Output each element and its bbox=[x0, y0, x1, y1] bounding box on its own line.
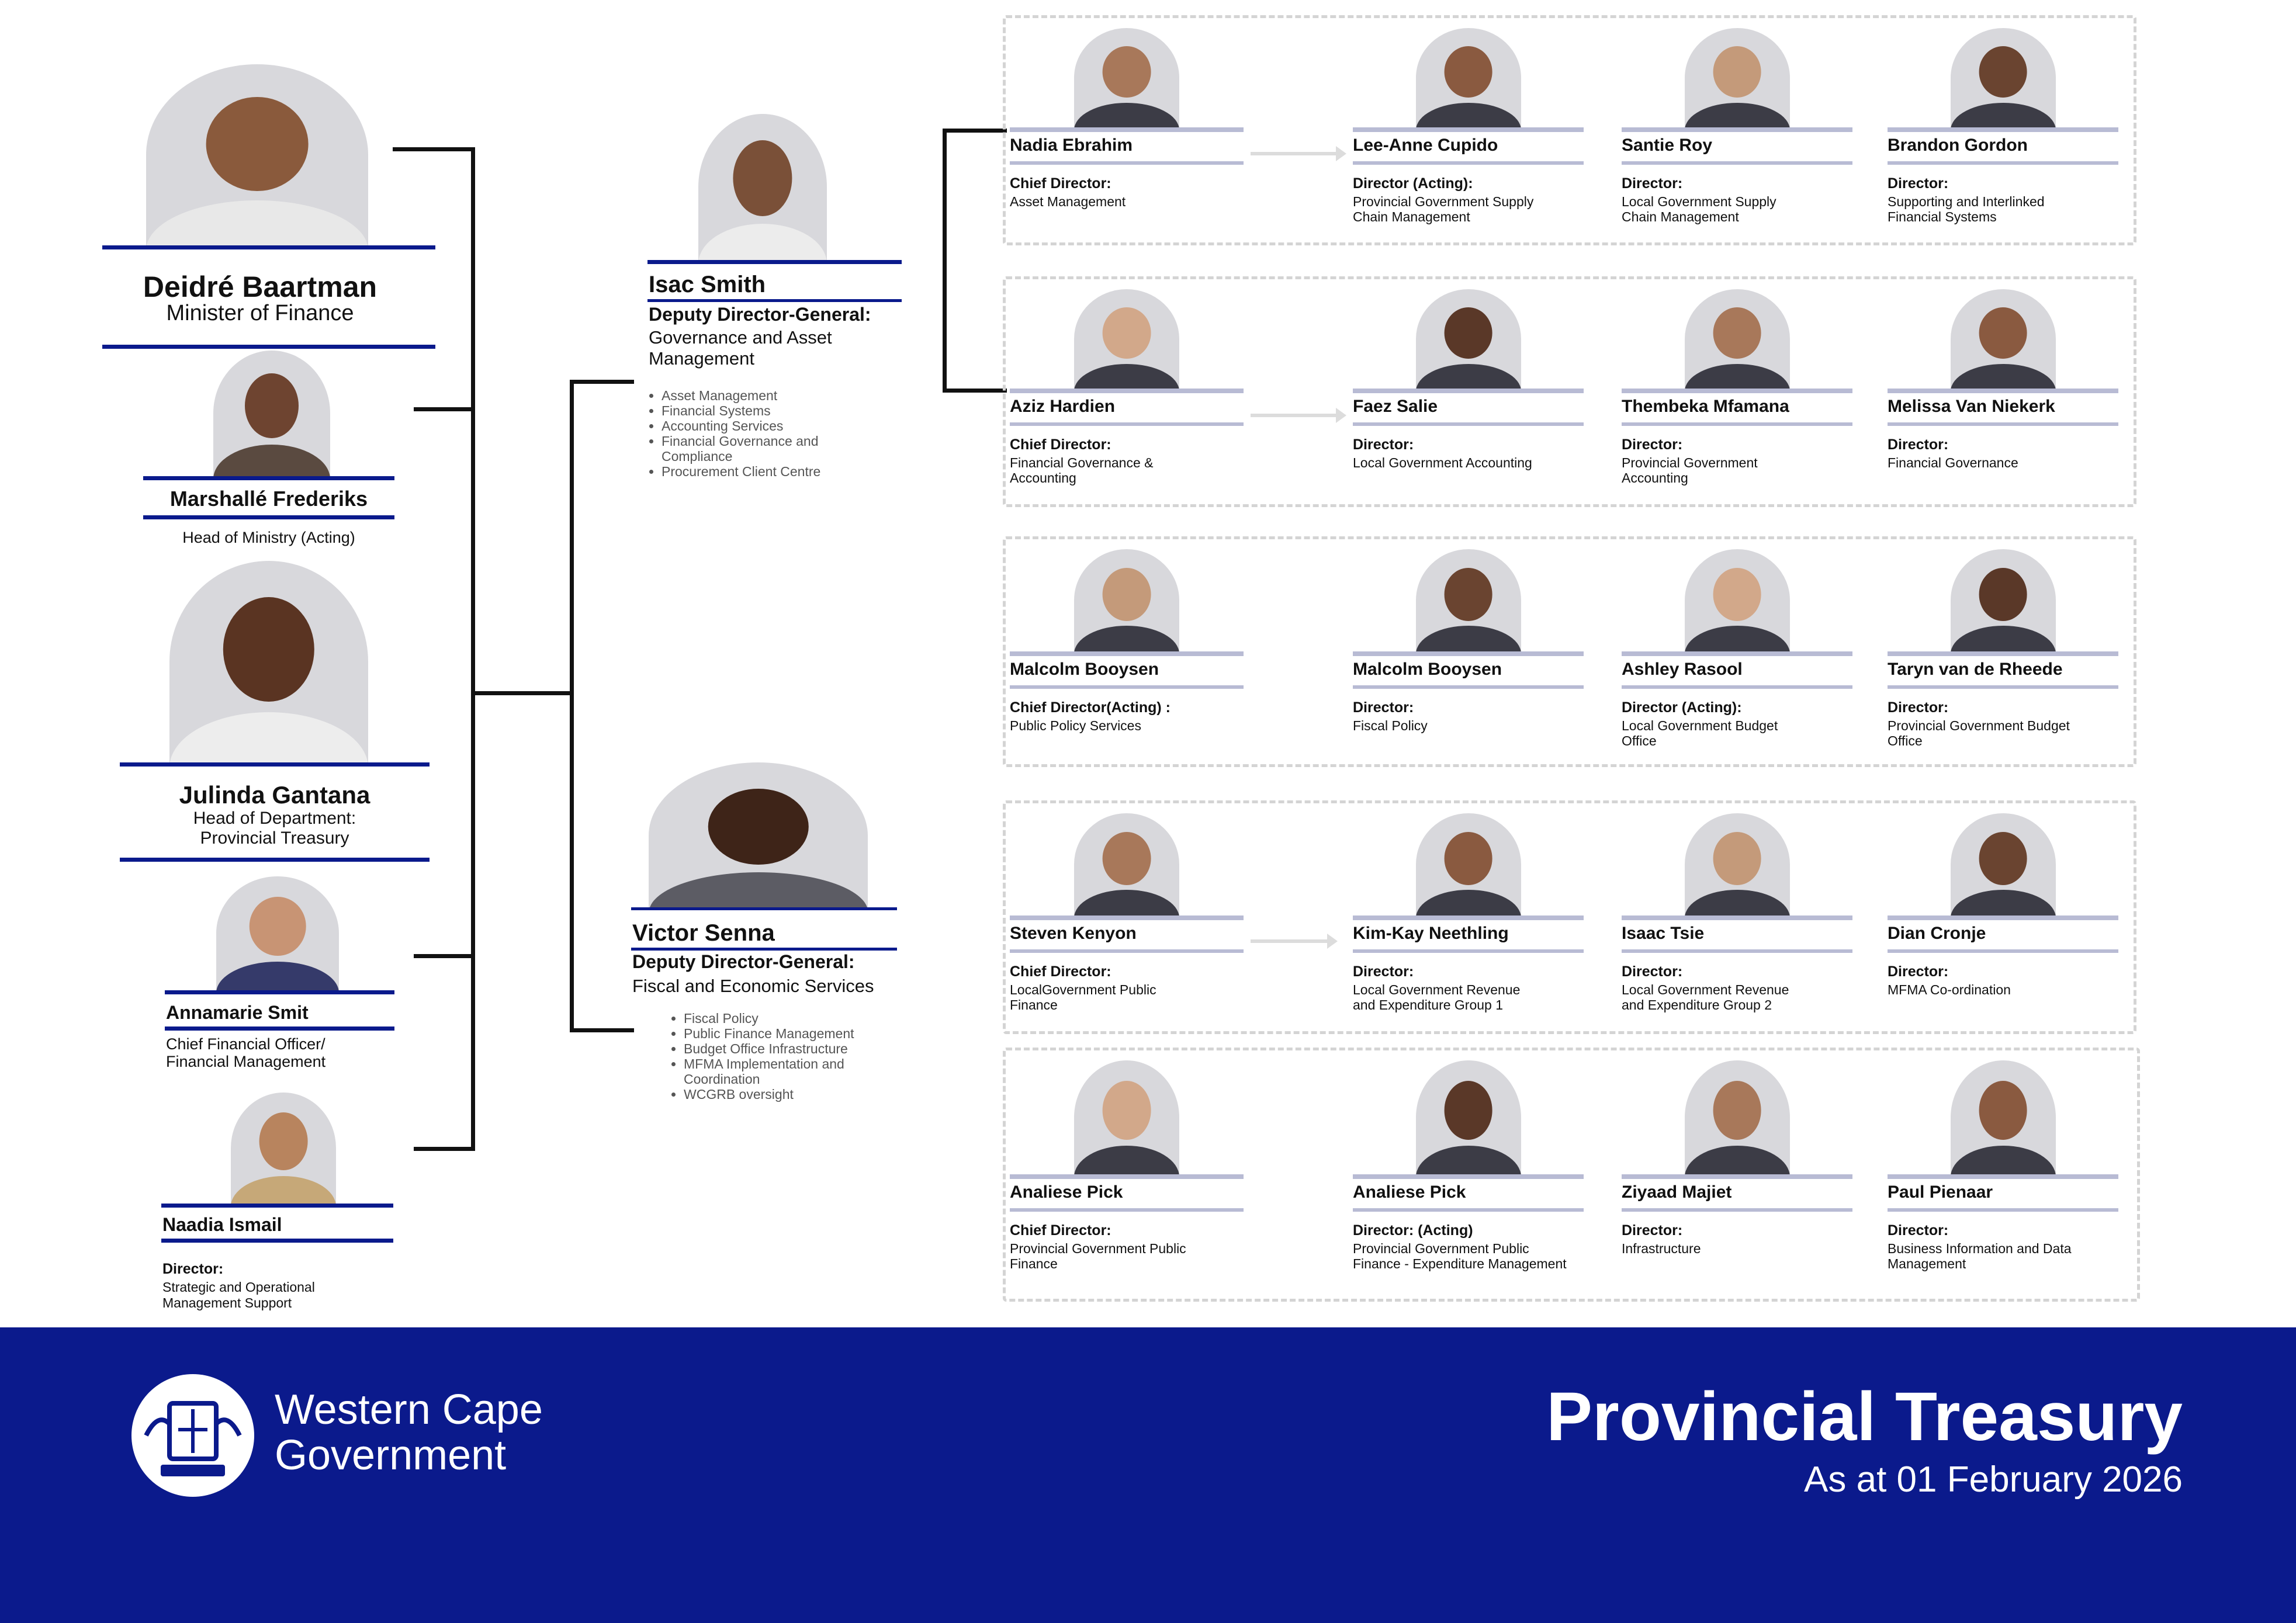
staff-photo bbox=[1416, 28, 1521, 127]
connector bbox=[570, 380, 634, 384]
connector bbox=[943, 389, 1007, 393]
ddg2-bullets bbox=[666, 1011, 917, 1102]
divider bbox=[1010, 422, 1244, 426]
head-of-ministry-name: Marshallé Frederiks bbox=[169, 487, 368, 511]
ddg2-photo bbox=[649, 762, 868, 908]
staff-name: Taryn van de Rheede bbox=[1888, 660, 2063, 679]
staff-photo bbox=[1416, 813, 1521, 915]
staff-name: Paul Pienaar bbox=[1888, 1182, 1993, 1202]
staff-description: LocalGovernment Public bbox=[1010, 982, 1156, 997]
staff-role: Director: (Acting) bbox=[1353, 1222, 1473, 1239]
arrow-right-icon bbox=[1251, 414, 1338, 417]
hod-title-line2: Provincial Treasury bbox=[200, 828, 349, 848]
divider bbox=[1010, 389, 1244, 393]
staff-photo bbox=[1951, 1060, 2056, 1174]
staff-description: Infrastructure bbox=[1622, 1241, 1701, 1256]
divider bbox=[647, 260, 902, 264]
connector bbox=[943, 129, 947, 393]
staff-photo bbox=[1951, 813, 2056, 915]
divider bbox=[1010, 915, 1244, 920]
org-name-line1: Western Cape bbox=[275, 1386, 543, 1433]
staff-description: Local Government Revenue bbox=[1353, 982, 1521, 997]
staff-description: and Expenditure Group 1 bbox=[1353, 997, 1504, 1012]
list-item: • Budget Office Infrastructure bbox=[684, 1041, 917, 1056]
divider bbox=[631, 907, 897, 910]
hod-name: Julinda Gantana bbox=[179, 781, 370, 809]
divider bbox=[1010, 685, 1244, 689]
staff-description: Provincial Government Budget bbox=[1888, 718, 2070, 733]
divider bbox=[1010, 1174, 1244, 1179]
staff-role: Director: bbox=[1888, 699, 1949, 716]
staff-photo bbox=[1074, 28, 1179, 127]
staff-description: Provincial Government Public bbox=[1010, 1241, 1186, 1256]
divider bbox=[1622, 651, 1852, 656]
staff-photo bbox=[1951, 289, 2056, 389]
staff-role: Chief Director: bbox=[1010, 963, 1111, 980]
staff-name: Ashley Rasool bbox=[1622, 660, 1743, 679]
staff-name: Ziyaad Majiet bbox=[1622, 1182, 1732, 1202]
staff-role: Chief Director: bbox=[1010, 1222, 1111, 1239]
staff-name: Analiese Pick bbox=[1353, 1182, 1466, 1202]
staff-name: Lee-Anne Cupido bbox=[1353, 136, 1498, 155]
staff-name: Dian Cronje bbox=[1888, 924, 1986, 943]
director-support-photo bbox=[231, 1093, 336, 1204]
cfo-title-line1: Chief Financial Officer/ bbox=[166, 1035, 325, 1053]
divider bbox=[1353, 127, 1584, 132]
list-item: • Procurement Client Centre bbox=[662, 464, 872, 479]
staff-name: Malcolm Booysen bbox=[1010, 660, 1159, 679]
staff-photo bbox=[1685, 549, 1790, 651]
ddg1-desc-line1: Governance and Asset bbox=[649, 327, 832, 348]
staff-description: Finance - Expenditure Management bbox=[1353, 1256, 1567, 1271]
staff-role: Director: bbox=[1888, 436, 1949, 453]
divider bbox=[1888, 915, 2118, 920]
divider bbox=[1353, 1208, 1584, 1212]
staff-photo bbox=[1685, 1060, 1790, 1174]
divider bbox=[1353, 161, 1584, 165]
list-item: • Public Finance Management bbox=[684, 1026, 917, 1041]
divider bbox=[1010, 1208, 1244, 1212]
staff-name: Kim-Kay Neethling bbox=[1353, 924, 1509, 943]
arrow-right-icon bbox=[1251, 939, 1329, 943]
staff-role: Chief Director: bbox=[1010, 175, 1111, 192]
list-item: • Financial Systems bbox=[662, 403, 872, 418]
connector bbox=[414, 407, 475, 411]
director-support-desc-line2: Management Support bbox=[162, 1295, 292, 1310]
divider bbox=[1622, 1208, 1852, 1212]
staff-description: Business Information and Data bbox=[1888, 1241, 2072, 1256]
connector bbox=[570, 380, 574, 1032]
divider bbox=[1353, 422, 1584, 426]
staff-name: Nadia Ebrahim bbox=[1010, 136, 1133, 155]
divider bbox=[1622, 949, 1852, 953]
list-item: • MFMA Implementation and Coordination bbox=[684, 1056, 917, 1087]
connector bbox=[943, 129, 1007, 133]
staff-name: Malcolm Booysen bbox=[1353, 660, 1502, 679]
staff-description: Accounting bbox=[1622, 470, 1688, 485]
director-support-role: Director: bbox=[162, 1261, 224, 1277]
ddg2-role: Deputy Director-General: bbox=[632, 951, 855, 972]
head-of-ministry-photo bbox=[213, 351, 330, 476]
staff-role: Director: bbox=[1888, 963, 1949, 980]
staff-description: Office bbox=[1622, 733, 1657, 748]
divider bbox=[1622, 1174, 1852, 1179]
staff-name: Steven Kenyon bbox=[1010, 924, 1137, 943]
staff-name: Melissa Van Niekerk bbox=[1888, 397, 2055, 416]
divider bbox=[120, 762, 430, 767]
staff-photo bbox=[1951, 549, 2056, 651]
staff-photo bbox=[1074, 549, 1179, 651]
divider bbox=[1622, 389, 1852, 393]
divider bbox=[1622, 422, 1852, 426]
staff-description: Fiscal Policy bbox=[1353, 718, 1428, 733]
staff-description: Financial Systems bbox=[1888, 209, 1997, 224]
staff-photo bbox=[1685, 28, 1790, 127]
divider bbox=[165, 1026, 394, 1031]
coat-of-arms-icon bbox=[129, 1371, 257, 1500]
page-title: Provincial Treasury bbox=[1546, 1378, 2183, 1455]
staff-description: Chain Management bbox=[1622, 209, 1739, 224]
staff-description: Management bbox=[1888, 1256, 1966, 1271]
staff-description: Local Government Budget bbox=[1622, 718, 1778, 733]
minister-photo bbox=[146, 64, 368, 245]
staff-role: Chief Director(Acting) : bbox=[1010, 699, 1170, 716]
divider bbox=[1888, 161, 2118, 165]
divider bbox=[647, 299, 902, 302]
staff-photo bbox=[1074, 289, 1179, 389]
divider bbox=[1353, 949, 1584, 953]
list-item: • Financial Governance and Compliance bbox=[662, 434, 872, 464]
divider bbox=[102, 345, 435, 349]
divider bbox=[165, 990, 394, 994]
staff-description: Finance bbox=[1010, 1256, 1058, 1271]
staff-name: Faez Salie bbox=[1353, 397, 1438, 416]
staff-description: Financial Governance & bbox=[1010, 455, 1154, 470]
divider bbox=[1888, 949, 2118, 953]
staff-role: Director: bbox=[1622, 963, 1683, 980]
director-support-desc-line1: Strategic and Operational bbox=[162, 1279, 315, 1295]
staff-description: Provincial Government Public bbox=[1353, 1241, 1529, 1256]
divider bbox=[1888, 1174, 2118, 1179]
staff-role: Director: bbox=[1622, 175, 1683, 192]
connector bbox=[414, 1147, 475, 1151]
staff-description: Local Government Revenue bbox=[1622, 982, 1789, 997]
divider bbox=[1353, 915, 1584, 920]
list-item: • Asset Management bbox=[662, 388, 872, 403]
staff-photo bbox=[1685, 813, 1790, 915]
head-of-ministry-title: Head of Ministry (Acting) bbox=[182, 529, 355, 546]
staff-description: Provincial Government bbox=[1622, 455, 1758, 470]
ddg2-name: Victor Senna bbox=[632, 920, 775, 946]
staff-name: Isaac Tsie bbox=[1622, 924, 1705, 943]
ddg1-role: Deputy Director-General: bbox=[649, 304, 871, 325]
divider bbox=[120, 858, 430, 862]
minister-title: Minister of Finance bbox=[166, 301, 354, 325]
divider bbox=[1622, 915, 1852, 920]
list-item: • Fiscal Policy bbox=[684, 1011, 917, 1026]
staff-photo bbox=[1416, 289, 1521, 389]
staff-photo bbox=[1074, 1060, 1179, 1174]
divider bbox=[1010, 127, 1244, 132]
divider bbox=[161, 1239, 393, 1243]
staff-role: Director: bbox=[1622, 1222, 1683, 1239]
staff-description: Accounting bbox=[1010, 470, 1076, 485]
staff-role: Director: bbox=[1353, 699, 1414, 716]
staff-name: Analiese Pick bbox=[1010, 1182, 1123, 1202]
staff-description: and Expenditure Group 2 bbox=[1622, 997, 1772, 1012]
staff-role: Director: bbox=[1888, 1222, 1949, 1239]
divider bbox=[1010, 949, 1244, 953]
divider bbox=[1353, 1174, 1584, 1179]
divider bbox=[1888, 651, 2118, 656]
staff-photo bbox=[1685, 289, 1790, 389]
connector bbox=[471, 147, 475, 1151]
director-support-name: Naadia Ismail bbox=[162, 1214, 282, 1235]
connector bbox=[471, 691, 573, 695]
staff-role: Director: bbox=[1353, 436, 1414, 453]
ddg1-bullets bbox=[644, 388, 872, 479]
footer-banner bbox=[0, 1327, 2296, 1623]
hod-photo bbox=[169, 561, 368, 762]
divider bbox=[1888, 1208, 2118, 1212]
staff-description: Finance bbox=[1010, 997, 1058, 1012]
divider bbox=[1353, 651, 1584, 656]
staff-description: Public Policy Services bbox=[1010, 718, 1141, 733]
cfo-title-line2: Financial Management bbox=[166, 1053, 326, 1070]
ddg1-name: Isac Smith bbox=[649, 272, 766, 297]
ddg1-desc-line2: Management bbox=[649, 348, 754, 369]
divider bbox=[1622, 161, 1852, 165]
staff-name: Thembeka Mfamana bbox=[1622, 397, 1789, 416]
cfo-name: Annamarie Smit bbox=[166, 1002, 309, 1023]
staff-role: Director: bbox=[1622, 436, 1683, 453]
staff-description: Local Government Supply bbox=[1622, 194, 1776, 209]
staff-description: Asset Management bbox=[1010, 194, 1126, 209]
staff-role: Director (Acting): bbox=[1353, 175, 1473, 192]
arrow-right-icon bbox=[1251, 152, 1338, 155]
divider bbox=[102, 245, 435, 249]
divider bbox=[1888, 422, 2118, 426]
staff-name: Brandon Gordon bbox=[1888, 136, 2028, 155]
divider bbox=[1622, 685, 1852, 689]
ddg1-photo bbox=[698, 114, 827, 260]
staff-description: Supporting and Interlinked bbox=[1888, 194, 2045, 209]
staff-role: Director (Acting): bbox=[1622, 699, 1742, 716]
staff-name: Santie Roy bbox=[1622, 136, 1713, 155]
connector bbox=[570, 1028, 634, 1032]
list-item: • WCGRB oversight bbox=[684, 1087, 917, 1102]
staff-photo bbox=[1416, 1060, 1521, 1174]
connector bbox=[393, 147, 475, 151]
staff-photo bbox=[1416, 549, 1521, 651]
staff-description: Local Government Accounting bbox=[1353, 455, 1532, 470]
cfo-photo bbox=[216, 876, 339, 990]
divider bbox=[143, 515, 394, 519]
staff-role: Director: bbox=[1353, 963, 1414, 980]
divider bbox=[1888, 127, 2118, 132]
list-item: • Accounting Services bbox=[662, 418, 872, 434]
divider bbox=[631, 948, 897, 951]
staff-name: Aziz Hardien bbox=[1010, 397, 1116, 416]
divider bbox=[143, 476, 394, 480]
divider bbox=[1353, 685, 1584, 689]
staff-description: Office bbox=[1888, 733, 1923, 748]
divider bbox=[1888, 389, 2118, 393]
divider bbox=[1353, 389, 1584, 393]
staff-description: MFMA Co-ordination bbox=[1888, 982, 2011, 997]
org-name-line2: Government bbox=[275, 1432, 507, 1479]
staff-description: Chain Management bbox=[1353, 209, 1470, 224]
hod-title-line1: Head of Department: bbox=[193, 809, 356, 828]
connector bbox=[414, 954, 475, 958]
divider bbox=[161, 1204, 393, 1208]
staff-description: Financial Governance bbox=[1888, 455, 2018, 470]
minister-name: Deidré Baartman bbox=[143, 270, 378, 303]
page-date: As at 01 February 2026 bbox=[1804, 1459, 2183, 1500]
staff-role: Chief Director: bbox=[1010, 436, 1111, 453]
divider bbox=[1888, 685, 2118, 689]
divider bbox=[1622, 127, 1852, 132]
staff-photo bbox=[1951, 28, 2056, 127]
staff-role: Director: bbox=[1888, 175, 1949, 192]
ddg2-desc: Fiscal and Economic Services bbox=[632, 976, 874, 996]
divider bbox=[1010, 161, 1244, 165]
staff-photo bbox=[1074, 813, 1179, 915]
divider bbox=[1010, 651, 1244, 656]
staff-description: Provincial Government Supply bbox=[1353, 194, 1534, 209]
